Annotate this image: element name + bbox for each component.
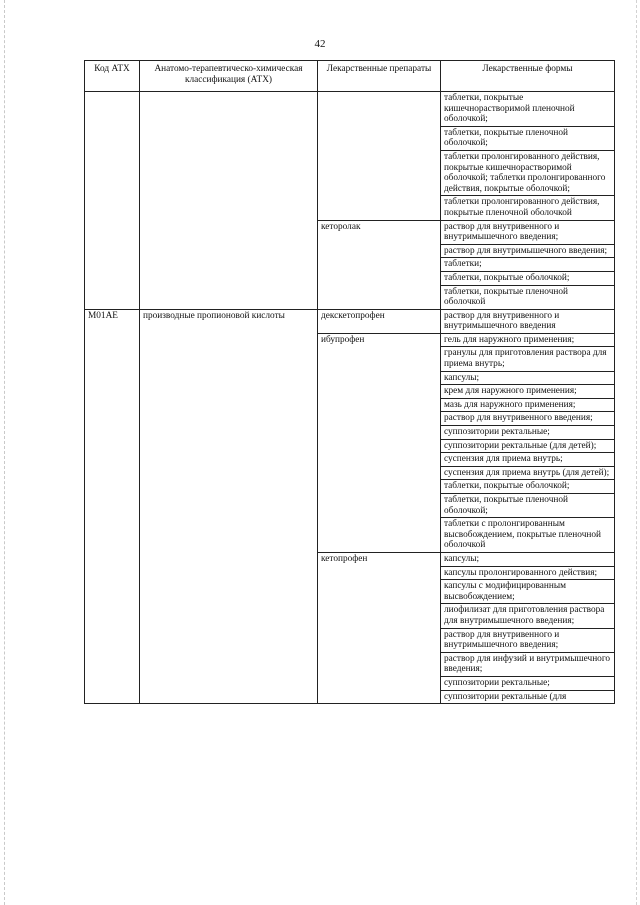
dosage-form: суппозитории ректальные; — [441, 426, 615, 440]
dosage-form: суппозитории ректальные; — [441, 676, 615, 690]
scan-edge-right — [636, 0, 637, 905]
dosage-form: таблетки, покрытые оболочкой; — [441, 271, 615, 285]
dosage-form: суспензия для приема внутрь (для детей); — [441, 466, 615, 480]
table-row — [85, 92, 615, 127]
page-number: 42 — [314, 38, 326, 50]
dosage-form: таблетки; — [441, 258, 615, 272]
header-row — [85, 61, 615, 92]
dosage-form: гель для наружного применения; — [441, 333, 615, 347]
atc-class-name: производные пропионовой кислоты — [140, 309, 318, 703]
dosage-form: таблетки пролонгированного действия, покрытые кишечнорастворимой оболочкой; таблетки пролонгированного действия, покрытые оболочкой; — [441, 150, 615, 195]
dosage-form: суппозитории ректальные (для детей); — [441, 439, 615, 453]
dosage-form: таблетки с пролонгированным высвобождением, покрытые пленочной оболочкой — [441, 518, 615, 553]
dosage-form: раствор для внутривенного введения; — [441, 412, 615, 426]
atc-table — [84, 60, 615, 704]
dosage-form: таблетки, покрытые оболочкой; — [441, 480, 615, 494]
drug-name-ketorolac: кеторолак — [318, 220, 441, 309]
header-drugs: Лекарственные препараты — [318, 61, 441, 92]
dosage-form: таблетки, покрытые пленочной оболочкой; — [441, 494, 615, 518]
dosage-form: капсулы пролонгированного действия; — [441, 566, 615, 580]
dosage-form: суспензия для приема внутрь; — [441, 453, 615, 467]
atc-code: M01AE — [85, 309, 140, 703]
empty-drug-cell — [318, 92, 441, 221]
dosage-form: раствор для внутримышечного введения; — [441, 244, 615, 258]
drug-name-ketoprofen: кетопрофен — [318, 552, 441, 703]
header-atc-classification: Анатомо-терапевтическо-химическая классификация (АТХ) — [140, 61, 318, 92]
empty-class-cell — [140, 92, 318, 310]
drug-name-ibuprofen: ибупрофен — [318, 333, 441, 552]
dosage-form: капсулы; — [441, 552, 615, 566]
dosage-form: капсулы с модифицированным высвобождением; — [441, 580, 615, 604]
dosage-form: таблетки, покрытые пленочной оболочкой; — [441, 126, 615, 150]
dosage-form: таблетки, покрытые кишечнорастворимой пленочной оболочкой; — [441, 92, 615, 127]
dosage-form: крем для наружного применения; — [441, 385, 615, 399]
header-atc-code: Код АТХ — [85, 61, 140, 92]
dosage-form: раствор для внутривенного и внутримышечного введения; — [441, 628, 615, 652]
scan-edge-left — [4, 0, 5, 905]
dosage-form: таблетки пролонгированного действия, покрытые пленочной оболочкой — [441, 196, 615, 220]
drug-name-dexketoprofen: декскетопрофен — [318, 309, 441, 333]
header-dosage-forms: Лекарственные формы — [441, 61, 615, 92]
dosage-form: раствор для внутривенного и внутримышечного введения — [441, 309, 615, 333]
dosage-form: суппозитории ректальные (для — [441, 690, 615, 704]
dosage-form: гранулы для приготовления раствора для приема внутрь; — [441, 347, 615, 371]
dosage-form: раствор для внутривенного и внутримышечного введения; — [441, 220, 615, 244]
empty-code-cell — [85, 92, 140, 310]
dosage-form: капсулы; — [441, 371, 615, 385]
table-row — [85, 309, 615, 333]
dosage-form: мазь для наружного применения; — [441, 398, 615, 412]
dosage-form: раствор для инфузий и внутримышечного введения; — [441, 652, 615, 676]
dosage-form: лиофилизат для приготовления раствора для внутримышечного введения; — [441, 604, 615, 628]
dosage-form: таблетки, покрытые пленочной оболочкой — [441, 285, 615, 309]
